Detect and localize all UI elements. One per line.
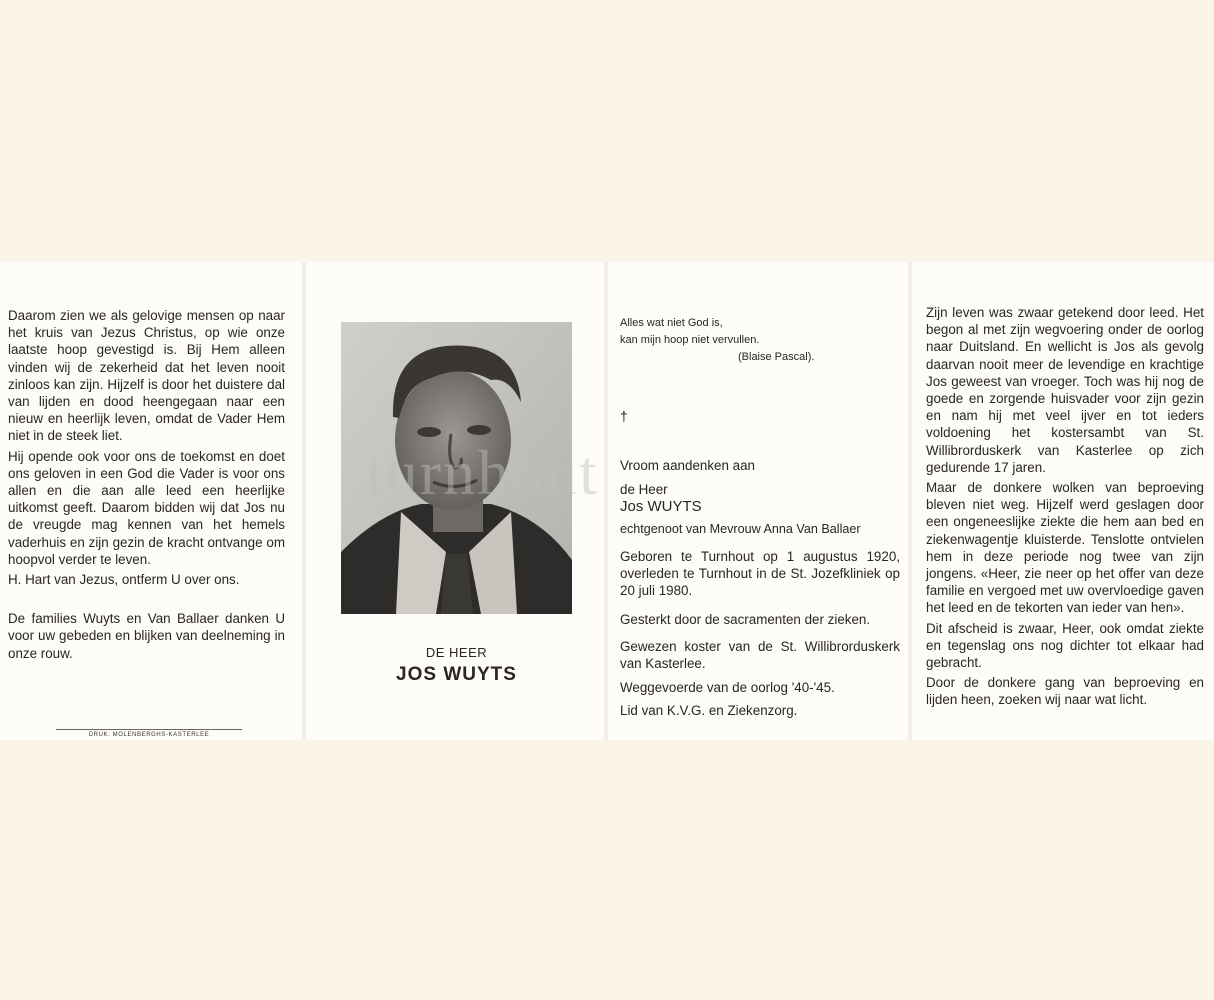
born-died-text: Geboren te Turnhout op 1 augustus 1920, overleden te Turnhout in de St. Jozefkliniek op 20 juli 1980.: [620, 549, 900, 599]
paragraph: H. Hart van Jezus, ontferm U over ons.: [8, 572, 240, 588]
deported-line: Weggevoerde van de oorlog '40-'45.: [620, 680, 835, 695]
quote-line: Alles wat niet God is,: [620, 317, 723, 329]
fold-line: [908, 262, 912, 740]
member-line: Lid van K.V.G. en Ziekenzorg.: [620, 703, 798, 718]
quote-author: (Blaise Pascal).: [738, 351, 815, 363]
sacraments-line: Gesterkt door de sacramenten der zieken.: [620, 612, 871, 627]
printer-credit: DRUK. MOLENBERGHS-KASTERLEE: [56, 729, 242, 740]
de-heer-line: de Heer: [620, 482, 668, 497]
title-name: JOS WUYTS: [396, 664, 517, 685]
paragraph: Hij opende ook voor ons de toekomst en doet ons geloven in een God die Vader is voor ons allen en die aan alle leed een heerlijke uitkomst geeft. Daarom bidden wij dat Jos nu de vreugde mag kennen van het hemels vaderhuis en zijn gezin de kracht ontvange om hoopvol verder te leven.: [8, 448, 285, 567]
paragraph: Zijn leven was zwaar getekend door leed. Het begon al met zijn wegvoering onder de oorlog naar Duitsland. En wellicht is Jos als gevolg daarvan nooit meer de levendige en krachtige Jos geweest van vroeger. Toch was hij nog de goede en zorgende huisvader voor zijn gezin en nam hij met veel ijver en tot ieders voldoening het kostersambt van St. Willibrorduskerk van Kasterlee op zich gedurende 17 jaren.: [926, 305, 1204, 475]
cross-icon: †: [620, 408, 628, 424]
memory-line: Vroom aandenken aan: [620, 458, 755, 473]
fold-line: [604, 262, 608, 740]
paragraph: Dit afscheid is zwaar, Heer, ook omdat ziekte en tegenslag ons nog dichter tot elkaar had gebracht.: [926, 620, 1204, 671]
paragraph: Maar de donkere wolken van beproeving bleven niet weg. Hijzelf werd geslagen door een ongeneeslijke ziekte die hem aan bed en ziekenwagentje kluisterde. Tenslotte ontvielen hem in deze periode nog twee van zijn jongens. «Heer, zie neer op het offer van deze familie en vergoed met uw overvloedige gaven het leed en de tekorten van ieder van hen».: [926, 480, 1204, 616]
paragraph: Door de donkere gang van beproeving en lijden heen, zoeken wij naar wat licht.: [926, 675, 1204, 708]
spouse-line: echtgenoot van Mevrouw Anna Van Ballaer: [620, 522, 861, 536]
fold-line: [302, 262, 306, 740]
watermark: turnhout: [366, 437, 599, 508]
koster-line: Gewezen koster van de St. Willibrorduskerk van Kasterlee.: [620, 639, 900, 672]
paragraph: Daarom zien we als gelovige mensen op naar het kruis van Jezus Christus, op wie onze laatste hoop gevestigd is. Bij Hem alleen vinden wij de zekerheid dat het leven nooit zinloos kan zijn. Hijzelf is door het duistere dal van lijden en dood heengegaan naar een nieuw en heerlijk leven, omdat de Vader Hem niet in de steek liet.: [8, 308, 285, 444]
thanks-paragraph: De families Wuyts en Van Ballaer danken U voor uw gebeden en blijken van deelneming in onze rouw.: [8, 611, 285, 661]
title-de-heer: DE HEER: [425, 645, 488, 660]
right-panel-text: [926, 304, 1204, 712]
left-panel-text: [8, 307, 285, 665]
quote-line: kan mijn hoop niet vervullen.: [620, 334, 760, 346]
deceased-name: Jos WUYTS: [620, 498, 702, 515]
